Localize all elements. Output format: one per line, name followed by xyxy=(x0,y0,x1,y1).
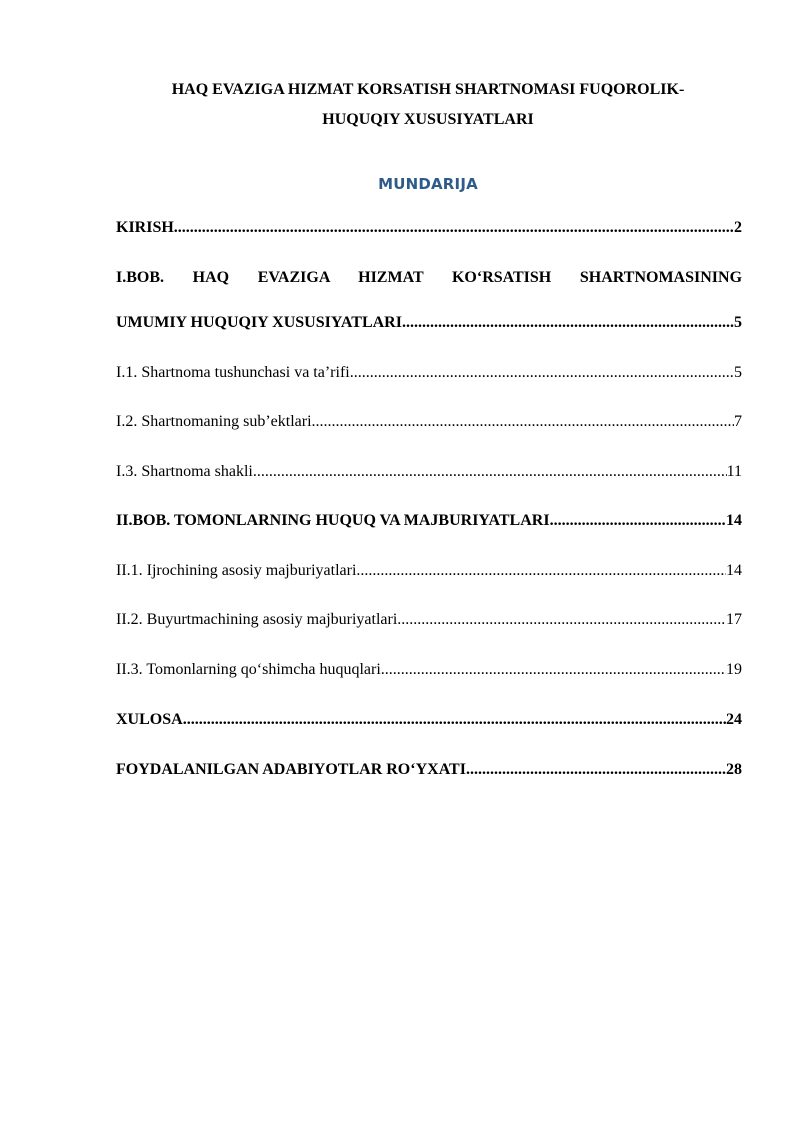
toc-heading: MUNDARIJA xyxy=(378,175,478,193)
toc-entry-label: II.3. Tomonlarning qo‘shimcha huquqlari xyxy=(116,661,381,678)
chapter1-word: KO‘RSATISH xyxy=(451,269,552,286)
toc-page-number: 14 xyxy=(726,562,742,579)
toc-entry-label: UMUMIY HUQUQIY XUSUSIYATLARI xyxy=(116,314,402,331)
dot-leader xyxy=(466,760,726,780)
dot-leader xyxy=(397,610,726,630)
toc-entry-chapter1-line2[interactable] xyxy=(116,313,742,333)
toc-page-number: 14 xyxy=(726,512,742,529)
toc-entry-section-2-1[interactable] xyxy=(116,561,742,581)
chapter1-word: HIZMAT xyxy=(358,269,424,286)
toc-page-number: 5 xyxy=(734,314,742,331)
toc-entry-label: KIRISH xyxy=(116,219,174,236)
chapter1-word: I.BOB. xyxy=(116,269,165,286)
toc-entry-label: II.1. Ijrochining asosiy majburiyatlari xyxy=(116,562,357,579)
toc-entry-section-1-3[interactable] xyxy=(116,462,742,482)
toc-page-number: 24 xyxy=(726,711,742,728)
dot-leader xyxy=(381,660,726,680)
toc-entry-label: II.2. Buyurtmachining asosiy majburiyatlari xyxy=(116,611,398,628)
toc-entry-label: II.BOB. TOMONLARNING HUQUQ VA MAJBURIYATLARI xyxy=(116,512,550,529)
toc-entry-label: I.2. Shartnomaning sub’ektlari xyxy=(116,413,312,430)
toc-entry-chapter2[interactable] xyxy=(116,511,742,531)
document-title-line-2: HUQUQIY XUSUSIYATLARI xyxy=(322,111,534,128)
document-title-line-1: HAQ EVAZIGA HIZMAT KORSATISH SHARTNOMASI FUQOROLIK- xyxy=(171,81,685,98)
chapter1-word: SHARTNOMASINING xyxy=(579,269,743,286)
toc-entry-label: I.1. Shartnoma tushunchasi va ta’rifi xyxy=(116,364,350,381)
toc-page-number: 17 xyxy=(726,611,742,628)
toc-entry-section-2-2[interactable] xyxy=(116,610,742,630)
toc-entry-label: I.3. Shartnoma shakli xyxy=(116,463,253,480)
toc-page-number: 2 xyxy=(734,219,742,236)
toc-entry-xulosa[interactable] xyxy=(116,710,742,730)
chapter1-word: HAQ xyxy=(192,269,230,286)
dot-leader xyxy=(253,462,727,482)
dot-leader xyxy=(183,710,726,730)
dot-leader xyxy=(312,412,734,432)
toc-entry-section-1-1[interactable] xyxy=(116,363,742,383)
toc-page-number: 5 xyxy=(734,364,742,381)
toc-page-number: 28 xyxy=(726,761,742,778)
toc-page-number: 11 xyxy=(726,463,742,480)
toc-page-number: 7 xyxy=(734,413,742,430)
chapter1-word: EVAZIGA xyxy=(257,269,330,286)
dot-leader xyxy=(350,363,734,383)
toc-entry-kirish[interactable] xyxy=(116,218,742,238)
toc-entry-label: XULOSA xyxy=(116,711,183,728)
toc-entry-chapter1-line1[interactable] xyxy=(116,268,742,288)
dot-leader xyxy=(550,511,726,531)
dot-leader xyxy=(402,313,734,333)
toc-entry-section-1-2[interactable] xyxy=(116,412,742,432)
dot-leader xyxy=(174,218,734,238)
toc-page-number: 19 xyxy=(726,661,742,678)
toc-entry-section-2-3[interactable] xyxy=(116,660,742,680)
toc-entry-references[interactable] xyxy=(116,760,742,780)
toc-entry-label: FOYDALANILGAN ADABIYOTLAR RO‘YXATI xyxy=(116,761,466,778)
dot-leader xyxy=(356,561,726,581)
